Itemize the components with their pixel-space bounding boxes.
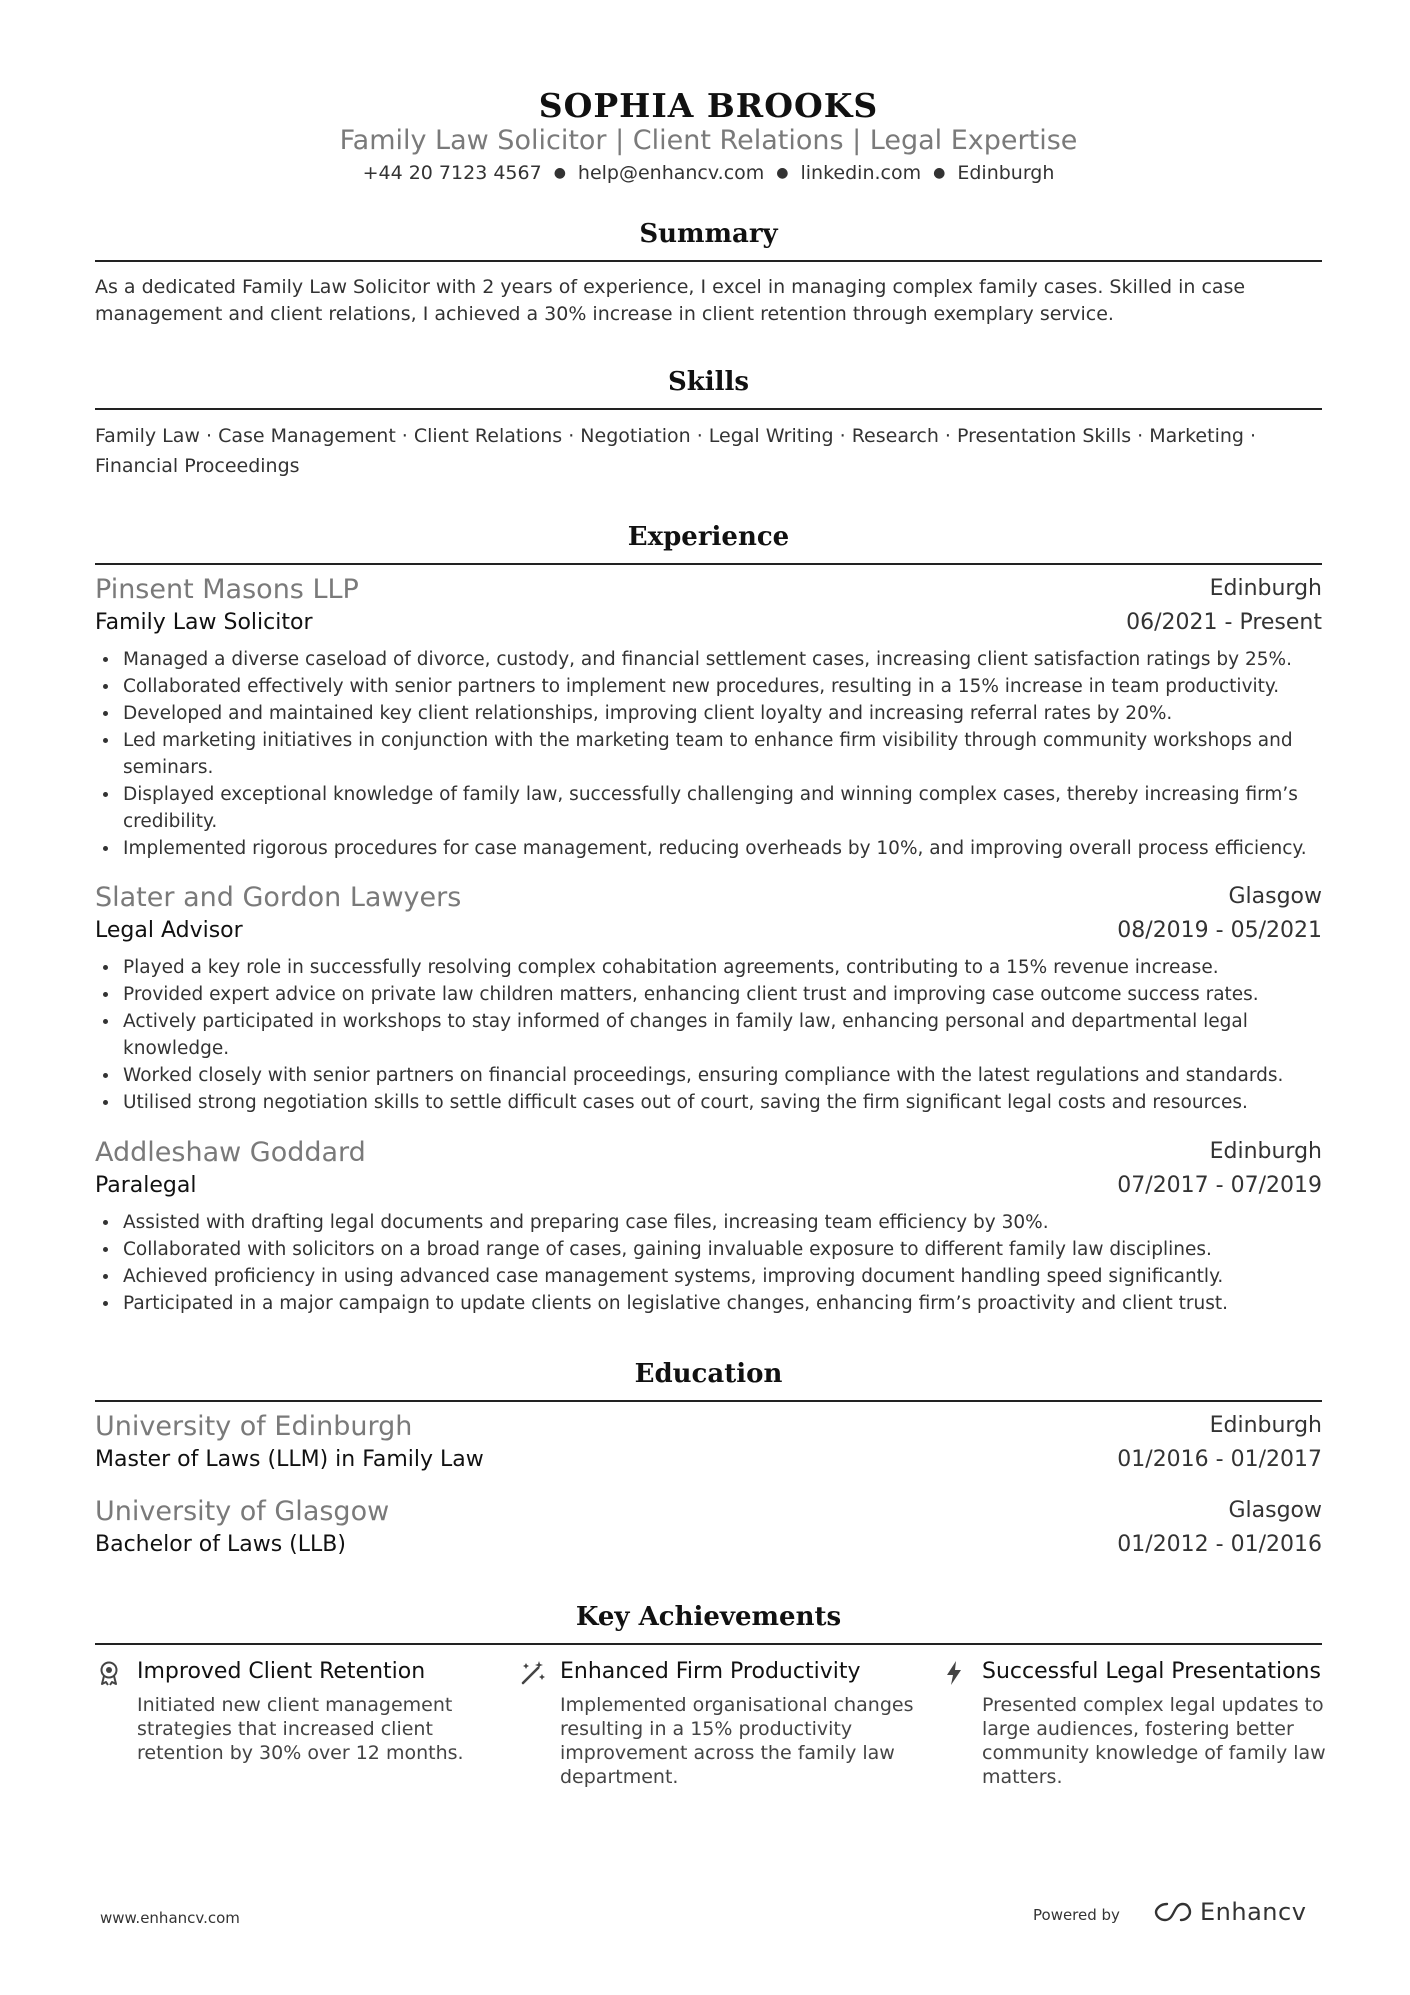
section-divider [95,1400,1322,1402]
footer-url[interactable]: www.enhancv.com [100,1909,240,1927]
candidate-name: SOPHIA BROOKS [538,86,879,125]
job-dates: 07/2017 - 07/2019 [1117,1173,1322,1198]
bullet-item: Provided expert advice on private law children matters, enhancing client trust and improving case outcome success rates. [95,981,1322,1008]
bullet-item: Worked closely with senior partners on financial proceedings, ensuring compliance with the latest regulations and standards. [95,1062,1322,1089]
achievement-title: Enhanced Firm Productivity [560,1659,861,1684]
bullet-item: Participated in a major campaign to update clients on legislative changes, enhancing firm’s proactivity and client trust. [95,1290,1322,1317]
section-divider [95,1643,1322,1645]
job-bullets [95,954,1322,1116]
education-degree: Bachelor of Laws (LLB) [95,1532,346,1557]
bullet-item: Developed and maintained key client relationships, improving client loyalty and increasing referral rates by 20%. [95,700,1322,727]
job-location: Edinburgh [1209,576,1322,601]
award-icon [95,1659,123,1687]
contact-phone[interactable]: +44 20 7123 4567 [362,162,542,184]
education-dates: 01/2012 - 01/2016 [1117,1532,1322,1557]
bullet-item: Played a key role in successfully resolving complex cohabitation agreements, contributing to a 15% revenue increase. [95,954,1322,981]
achievement-description: Initiated new client management strategies that increased client retention by 30% over 12 months. [137,1694,464,1764]
summary-text: As a dedicated Family Law Solicitor with 2 years of experience, I excel in managing complex family cases. Skilled in case management and client relations, I achieved a 30% increase in client retention through exemplary service. [95,276,1246,325]
bullet-item: Implemented rigorous procedures for case management, reducing overheads by 10%, and improving overall process efficiency. [95,835,1322,862]
job-company: Addleshaw Goddard [95,1137,366,1168]
achievement-title: Successful Legal Presentations [982,1659,1321,1684]
bullet-item: Displayed exceptional knowledge of family law, successfully challenging and winning complex cases, thereby increasing firm’s credibility. [95,781,1322,835]
education-location: Glasgow [1228,1498,1322,1523]
contact-location: Edinburgh [957,162,1055,184]
separator-dot: ● [553,165,566,181]
achievement-title: Improved Client Retention [137,1659,426,1684]
bullet-item: Led marketing initiatives in conjunction with the marketing team to enhance firm visibility through community workshops and seminars. [95,727,1322,781]
bullet-item: Managed a diverse caseload of divorce, custody, and financial settlement cases, increasing client satisfaction ratings by 25%. [95,646,1322,673]
section-title-skills: Skills [667,367,750,397]
bullet-item: Achieved proficiency in using advanced case management systems, improving document handling speed significantly. [95,1263,1322,1290]
candidate-tagline: Family Law Solicitor | Client Relations | Legal Expertise [339,125,1078,156]
education-location: Edinburgh [1209,1413,1322,1438]
section-title-achievements: Key Achievements [575,1602,842,1632]
job-dates: 08/2019 - 05/2021 [1117,918,1322,943]
job-location: Glasgow [1228,884,1322,909]
job-role: Family Law Solicitor [95,610,313,635]
contact-email[interactable]: help@enhancv.com [577,162,765,184]
bullet-item: Collaborated with solicitors on a broad range of cases, gaining invaluable exposure to different family law disciplines. [95,1236,1322,1263]
section-title-experience: Experience [627,522,790,552]
section-title-education: Education [634,1359,783,1389]
skills-list: Family Law · Case Management · Client Relations · Negotiation · Legal Writing · Research · Presentation Skills · Marketing · Financial Proceedings [95,425,1257,477]
separator-dot: ● [776,165,789,181]
section-divider [95,260,1322,262]
section-title-summary: Summary [639,219,778,249]
job-company: Slater and Gordon Lawyers [95,882,462,913]
bullet-item: Collaborated effectively with senior partners to implement new procedures, resulting in a 15% increase in team productivity. [95,673,1322,700]
bullet-item: Actively participated in workshops to stay informed of changes in family law, enhancing personal and departmental legal knowledge. [95,1008,1322,1062]
job-role: Paralegal [95,1173,197,1198]
contact-linkedin[interactable]: linkedin.com [800,162,922,184]
bullet-item: Utilised strong negotiation skills to settle difficult cases out of court, saving the firm significant legal costs and resources. [95,1089,1322,1116]
bullet-item: Assisted with drafting legal documents and preparing case files, increasing team efficiency by 30%. [95,1209,1322,1236]
lightning-icon [940,1659,968,1687]
job-bullets [95,1209,1322,1317]
job-dates: 06/2021 - Present [1126,610,1322,635]
job-bullets [95,646,1322,862]
section-divider [95,563,1322,565]
footer-brand: Enhancv [1200,1898,1307,1926]
achievement-description: Implemented organisational changes resulting in a 15% productivity improvement across the family law department. [560,1694,914,1788]
job-company: Pinsent Masons LLP [95,574,359,605]
job-location: Edinburgh [1209,1139,1322,1164]
footer-powered-by: Powered by [1033,1906,1120,1924]
enhancv-logo-icon [1153,1898,1193,1926]
education-degree: Master of Laws (LLM) in Family Law [95,1447,484,1472]
section-divider [95,408,1322,410]
education-school: University of Edinburgh [95,1411,413,1442]
magic-wand-icon [518,1659,546,1687]
job-role: Legal Advisor [95,918,243,943]
education-dates: 01/2016 - 01/2017 [1117,1447,1322,1472]
achievement-description: Presented complex legal updates to large audiences, fostering better community knowledge of family law matters. [982,1694,1326,1788]
separator-dot: ● [933,165,946,181]
contact-line [95,162,1322,184]
education-school: University of Glasgow [95,1496,390,1527]
